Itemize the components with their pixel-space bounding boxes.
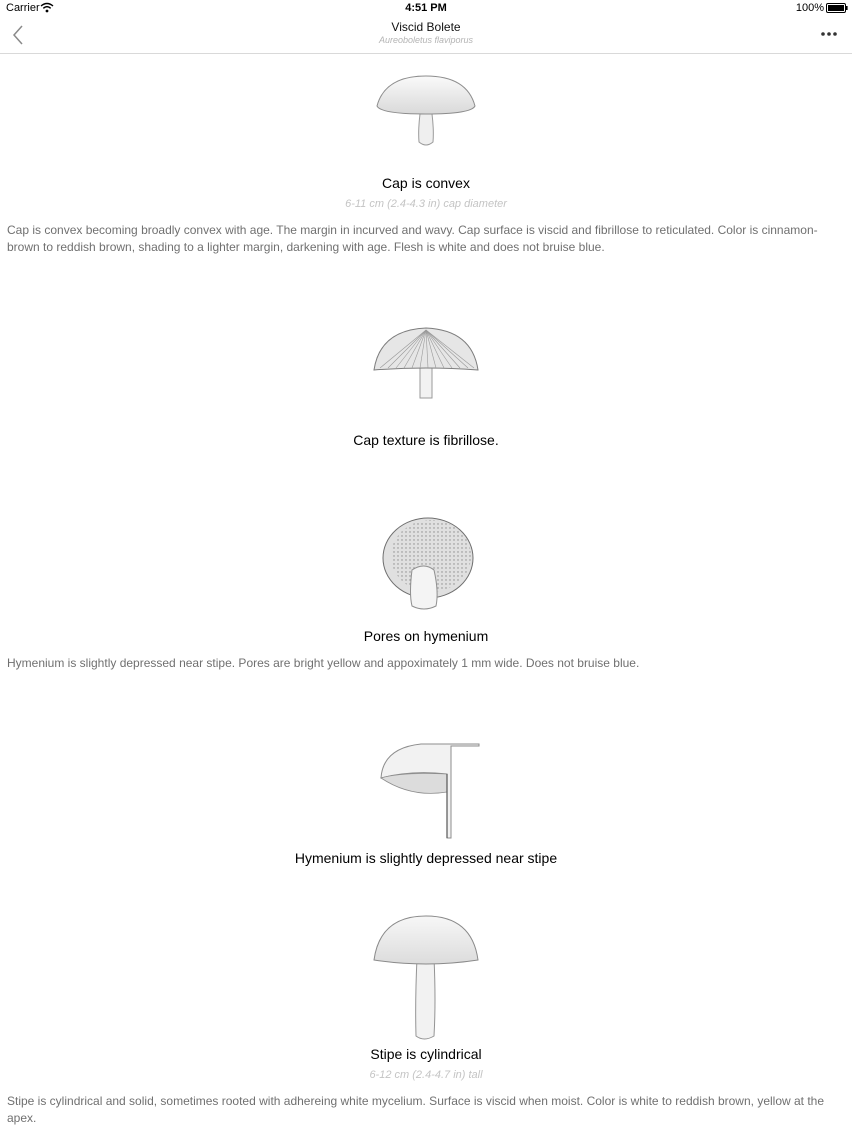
caption-hymenium-depressed: Hymenium is slightly depressed near stipe <box>294 850 558 866</box>
page-title: Viscid Bolete <box>391 20 461 34</box>
navigation-bar <box>0 16 852 54</box>
caption-stipe: Stipe is cylindrical <box>370 1046 482 1062</box>
pores-hymenium-illustration <box>0 514 852 614</box>
feature-list <box>0 54 852 1136</box>
description-cap: Cap is convex becoming broadly convex with age. The margin in incurved and wavy. Cap surface is viscid and fibrillose to reticulated. Color is cinnamon-brown to reddish brown, shading to a lighter margin, darkening with age. Flesh is white and does not bruise blue. <box>7 223 818 254</box>
carrier-label: Carrier <box>6 2 40 14</box>
stipe-cylindrical-illustration <box>0 912 852 1042</box>
status-bar <box>0 0 852 16</box>
description-stipe: Stipe is cylindrical and solid, sometimes rooted with adhereing white mycelium. Surface is viscid when moist. Color is white to reddish brown, yellow at the apex. <box>7 1094 825 1125</box>
ellipsis-icon[interactable] <box>820 28 838 40</box>
battery-icon <box>826 3 848 13</box>
battery-percent: 100% <box>795 2 824 14</box>
caption-cap-texture: Cap texture is fibrillose. <box>353 432 499 448</box>
cap-convex-illustration <box>0 72 852 152</box>
clock: 4:51 PM <box>405 2 447 14</box>
measurement-cap-diameter: 6-11 cm (2.4-4.3 in) cap diameter <box>345 198 507 210</box>
description-hymenium: Hymenium is slightly depressed near stipe. Pores are bright yellow and appoximately 1 mm wide. Does not bruise blue. <box>7 656 640 670</box>
caption-cap-convex: Cap is convex <box>382 175 470 191</box>
page-subtitle: Aureoboletus flaviporus <box>378 35 474 45</box>
caption-pores: Pores on hymenium <box>363 628 489 644</box>
measurement-stipe-height: 6-12 cm (2.4-4.7 in) tall <box>369 1069 483 1081</box>
cap-fibrillose-illustration <box>0 324 852 402</box>
hymenium-depressed-illustration <box>0 740 852 840</box>
